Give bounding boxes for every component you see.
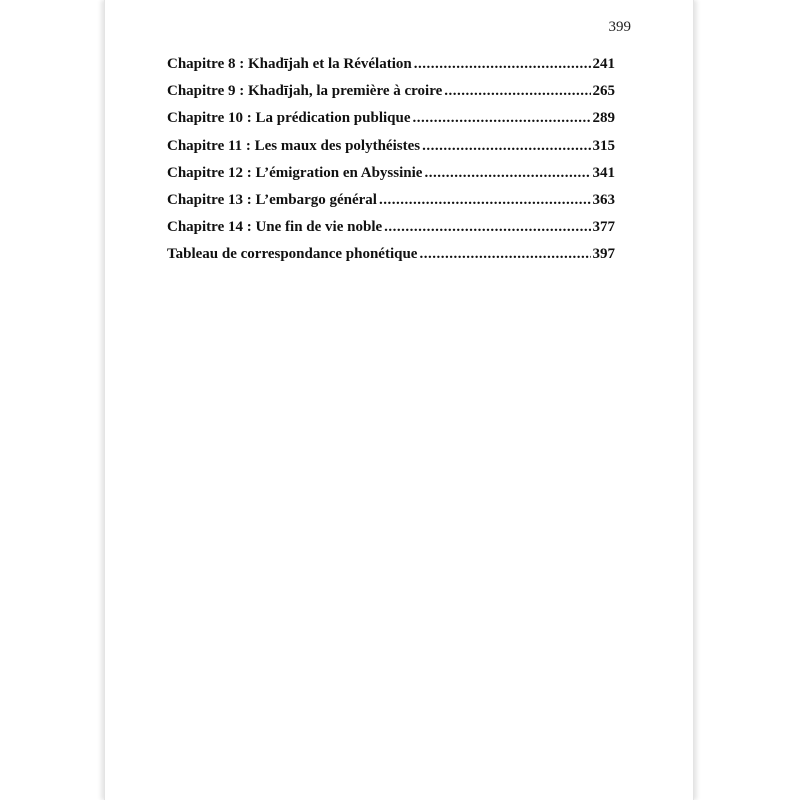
toc-dot-leader — [414, 56, 591, 73]
toc-dot-leader — [422, 138, 590, 155]
toc-entry[interactable] — [167, 56, 615, 83]
toc-dot-leader — [444, 83, 590, 100]
toc-entry-page: 315 — [592, 137, 615, 154]
toc-entry-page: 397 — [592, 246, 615, 263]
toc-dot-leader — [413, 110, 591, 127]
toc-entry[interactable] — [167, 138, 615, 165]
toc-entry-title: Chapitre 11 : Les maux des polythéistes — [167, 137, 421, 154]
toc-entry-page: 241 — [592, 56, 615, 72]
toc-entry-page: 377 — [592, 219, 615, 236]
toc-entry-title: Chapitre 9 : Khadījah, la première à croire — [167, 83, 443, 100]
toc-entry[interactable] — [167, 192, 615, 219]
toc-entry[interactable] — [167, 219, 615, 246]
toc-entry-title: Chapitre 10 : La prédication publique — [167, 110, 411, 127]
toc-entry-title: Chapitre 8 : Khadījah et la Révélation — [167, 56, 412, 72]
table-of-contents — [167, 56, 615, 274]
toc-dot-leader — [419, 246, 590, 263]
toc-entry-page: 265 — [592, 83, 615, 100]
toc-entry-title: Chapitre 14 : Une fin de vie noble — [167, 219, 383, 236]
toc-entry[interactable] — [167, 110, 615, 137]
toc-entry[interactable] — [167, 246, 615, 273]
book-page — [104, 0, 694, 800]
toc-entry-title: Tableau de correspondance phonétique — [167, 246, 418, 263]
toc-dot-leader — [424, 165, 590, 182]
toc-entry-page: 363 — [592, 191, 615, 208]
toc-dot-leader — [379, 192, 591, 209]
toc-entry-page: 341 — [592, 164, 615, 181]
toc-dot-leader — [384, 219, 590, 236]
page-number: 399 — [608, 19, 631, 35]
toc-entry[interactable] — [167, 165, 615, 192]
toc-entry-title: Chapitre 13 : L’embargo général — [167, 191, 377, 208]
toc-entry-page: 289 — [592, 110, 615, 127]
toc-entry-title: Chapitre 12 : L’émigration en Abyssinie — [167, 164, 423, 181]
toc-entry[interactable] — [167, 83, 615, 110]
